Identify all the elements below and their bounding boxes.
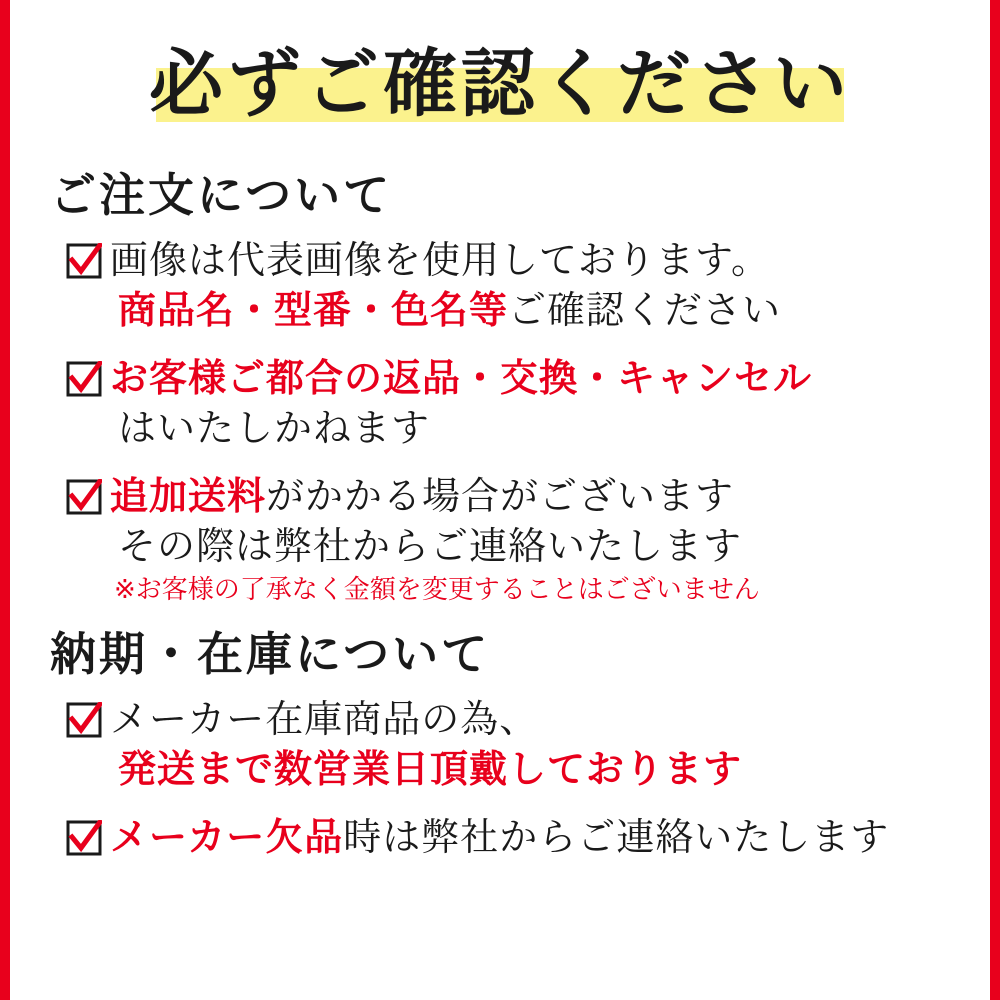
notice-item-lines	[110, 471, 962, 609]
body-text: はいたしかねます	[118, 406, 431, 451]
notice-line	[110, 521, 962, 571]
emphasis-text: 追加送料	[110, 474, 267, 519]
notice-line	[110, 812, 962, 862]
body-text: その際は弊社からご連絡いたします	[118, 524, 743, 569]
notice-line	[110, 694, 962, 744]
notice-line	[110, 353, 962, 403]
notice-item	[66, 353, 962, 453]
body-text: 時は弊社からご連絡いたします	[343, 815, 890, 860]
page-title-text: 必ずご確認ください	[149, 41, 851, 127]
emphasis-text: お客様ご都合の返品・交換・キャンセル	[110, 356, 813, 401]
checkbox-checked-icon	[66, 702, 102, 738]
notice-item-lines	[110, 694, 962, 794]
checkbox-checked-icon	[66, 479, 102, 515]
checkbox-checked-icon	[66, 820, 102, 856]
body-text: がかかる場合がございます	[266, 474, 735, 519]
notice-content	[10, 0, 990, 1000]
body-text: ご確認ください	[508, 288, 782, 333]
emphasis-text: 発送まで数営業日頂戴しております	[118, 747, 743, 792]
notice-item	[66, 812, 962, 862]
sections-container	[38, 168, 962, 862]
notice-line	[110, 471, 962, 521]
notice-footnote: ※お客様の了承なく金額を変更することはございません	[114, 575, 760, 606]
notice-item-lines	[110, 812, 962, 862]
section-heading: ご注文について	[50, 168, 393, 222]
notice-line	[110, 235, 962, 285]
checkbox-checked-icon	[66, 243, 102, 279]
notice-item-lines	[110, 235, 962, 335]
emphasis-text: メーカー欠品	[110, 815, 344, 860]
notice-item-lines	[110, 353, 962, 453]
emphasis-text: 商品名・型番・色名等	[118, 288, 509, 333]
notice-line	[110, 285, 962, 335]
notice-item	[66, 471, 962, 609]
notice-item	[66, 694, 962, 794]
notice-line	[110, 403, 962, 453]
page-title	[38, 30, 962, 140]
notice-item	[66, 235, 962, 335]
body-text: 画像は代表画像を使用しております。	[110, 238, 770, 283]
notice-line	[110, 744, 962, 794]
body-text: メーカー在庫商品の為、	[110, 697, 539, 742]
checkbox-checked-icon	[66, 361, 102, 397]
section-heading: 納期・在庫について	[50, 627, 491, 682]
